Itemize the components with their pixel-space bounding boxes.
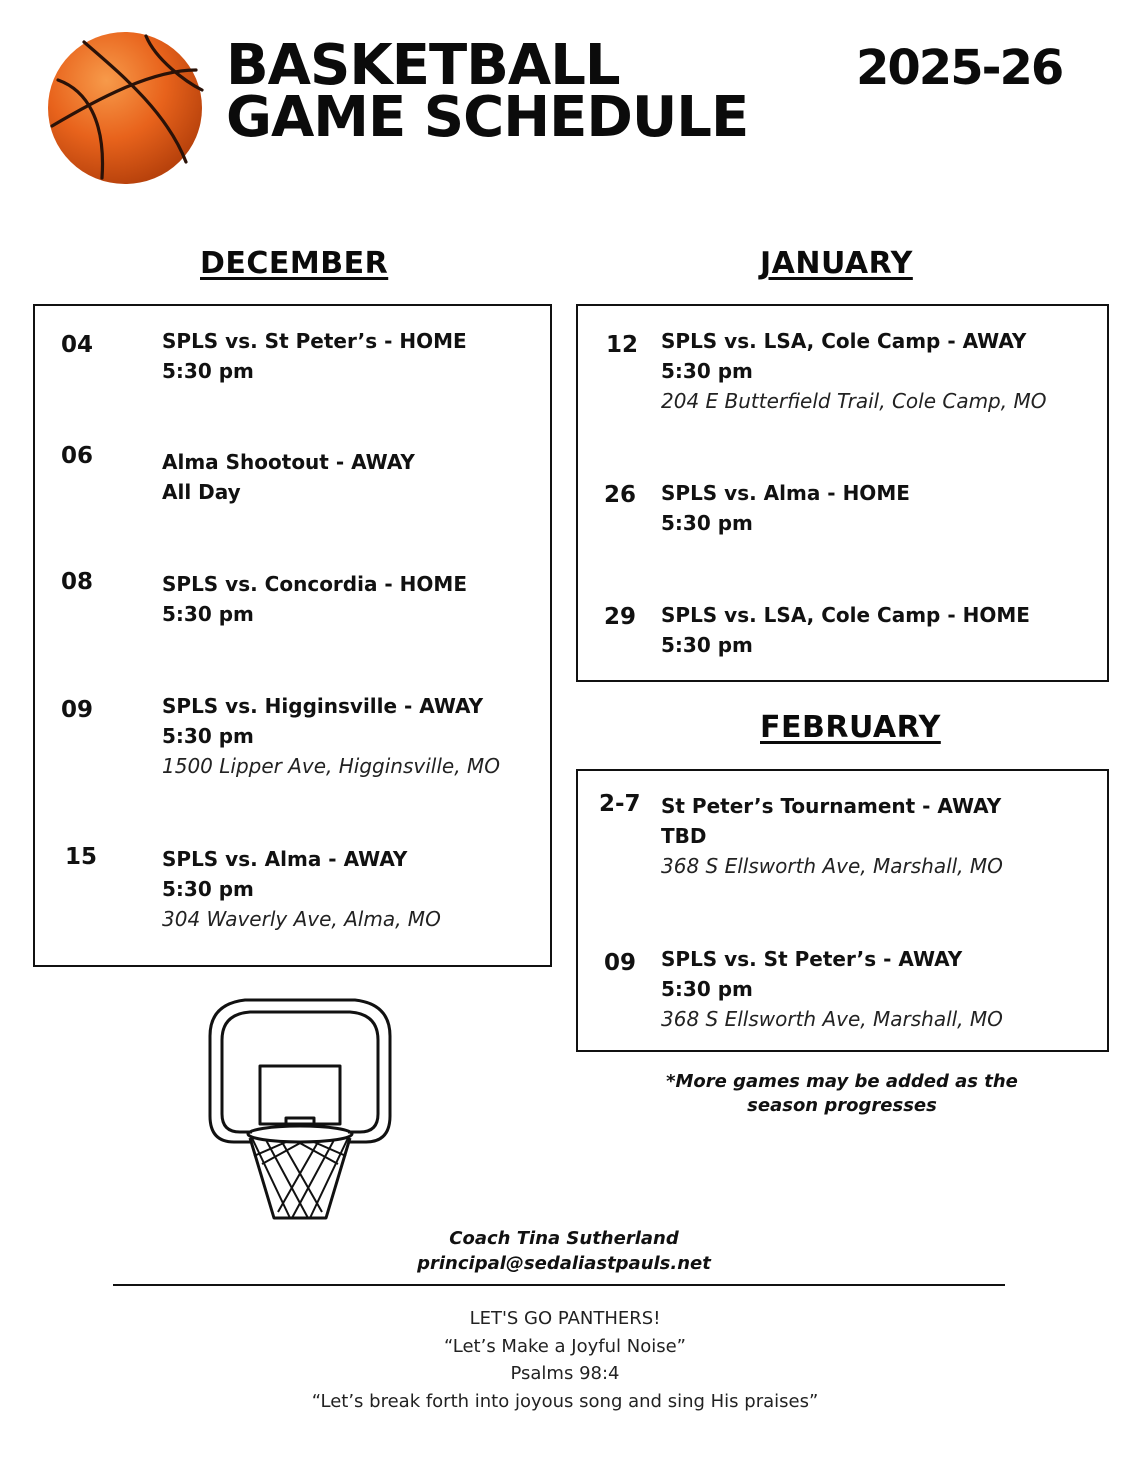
game-address: 204 E Butterfield Trail, Cole Camp, MO	[661, 389, 1047, 413]
game-time: All Day	[162, 480, 241, 504]
footer-line-3: Psalms 98:4	[510, 1363, 620, 1384]
game-time: 5:30 pm	[661, 633, 753, 657]
game-time: 5:30 pm	[162, 359, 254, 383]
game-date: 09	[604, 950, 637, 976]
game-matchup: SPLS vs. Higginsville - AWAY	[162, 694, 484, 718]
february-schedule-box	[576, 769, 1109, 1052]
game-matchup: SPLS vs. St Peter’s - HOME	[162, 329, 467, 353]
game-matchup: St Peter’s Tournament - AWAY	[661, 794, 1002, 818]
schedule-note	[620, 1070, 1064, 1118]
footer-line-2: “Let’s Make a Joyful Noise”	[443, 1335, 687, 1357]
coach-email: principal@sedaliastpauls.net	[417, 1253, 711, 1274]
note-line-2: season progresses	[747, 1095, 937, 1116]
game-matchup: SPLS vs. St Peter’s - AWAY	[661, 947, 963, 971]
game-address: 1500 Lipper Ave, Higginsville, MO	[162, 754, 500, 778]
game-address: 368 S Ellsworth Ave, Marshall, MO	[661, 1007, 1003, 1031]
game-time: 5:30 pm	[162, 877, 254, 901]
game-matchup: SPLS vs. LSA, Cole Camp - HOME	[661, 603, 1030, 627]
coach-name: Coach Tina Sutherland	[449, 1228, 679, 1249]
game-date: 12	[606, 332, 639, 358]
december-schedule-box	[33, 304, 552, 967]
game-address: 368 S Ellsworth Ave, Marshall, MO	[661, 854, 1003, 878]
game-date: 08	[61, 569, 94, 595]
game-time: 5:30 pm	[661, 977, 753, 1001]
game-time: 5:30 pm	[162, 602, 254, 626]
game-time: 5:30 pm	[162, 724, 254, 748]
game-matchup: SPLS vs. Concordia - HOME	[162, 572, 467, 596]
game-time: 5:30 pm	[661, 359, 753, 383]
basketball-icon	[46, 30, 204, 186]
note-line-1: *More games may be added as the	[666, 1071, 1018, 1092]
game-date: 2-7	[599, 791, 641, 817]
season-year: 2025-26	[856, 40, 1063, 96]
game-matchup: SPLS vs. Alma - AWAY	[162, 847, 408, 871]
month-heading-december: DECEMBER	[200, 246, 389, 281]
game-matchup: Alma Shootout - AWAY	[162, 450, 415, 474]
title-line-1: BASKETBALL	[226, 33, 620, 98]
game-date: 09	[61, 697, 94, 723]
game-address: 304 Waverly Ave, Alma, MO	[162, 907, 441, 931]
game-matchup: SPLS vs. LSA, Cole Camp - AWAY	[661, 329, 1027, 353]
month-heading-january: JANUARY	[760, 246, 913, 281]
game-time: 5:30 pm	[661, 511, 753, 535]
game-matchup: SPLS vs. Alma - HOME	[661, 481, 910, 505]
coach-contact	[364, 1226, 764, 1276]
divider	[113, 1284, 1005, 1286]
month-heading-february: FEBRUARY	[760, 710, 941, 745]
footer-message	[200, 1305, 930, 1415]
footer-line-4: “Let’s break forth into joyous song and sing His praises”	[311, 1390, 819, 1412]
game-date: 26	[604, 482, 637, 508]
game-date: 04	[61, 332, 94, 358]
game-date: 15	[65, 844, 98, 870]
january-schedule-box	[576, 304, 1109, 682]
page-title	[226, 33, 749, 150]
game-date: 06	[61, 443, 94, 469]
game-date: 29	[604, 604, 637, 630]
game-time: TBD	[661, 824, 707, 848]
basketball-hoop-icon	[190, 996, 410, 1226]
footer-line-1: LET'S GO PANTHERS!	[469, 1308, 661, 1329]
title-line-2: GAME SCHEDULE	[226, 85, 749, 150]
